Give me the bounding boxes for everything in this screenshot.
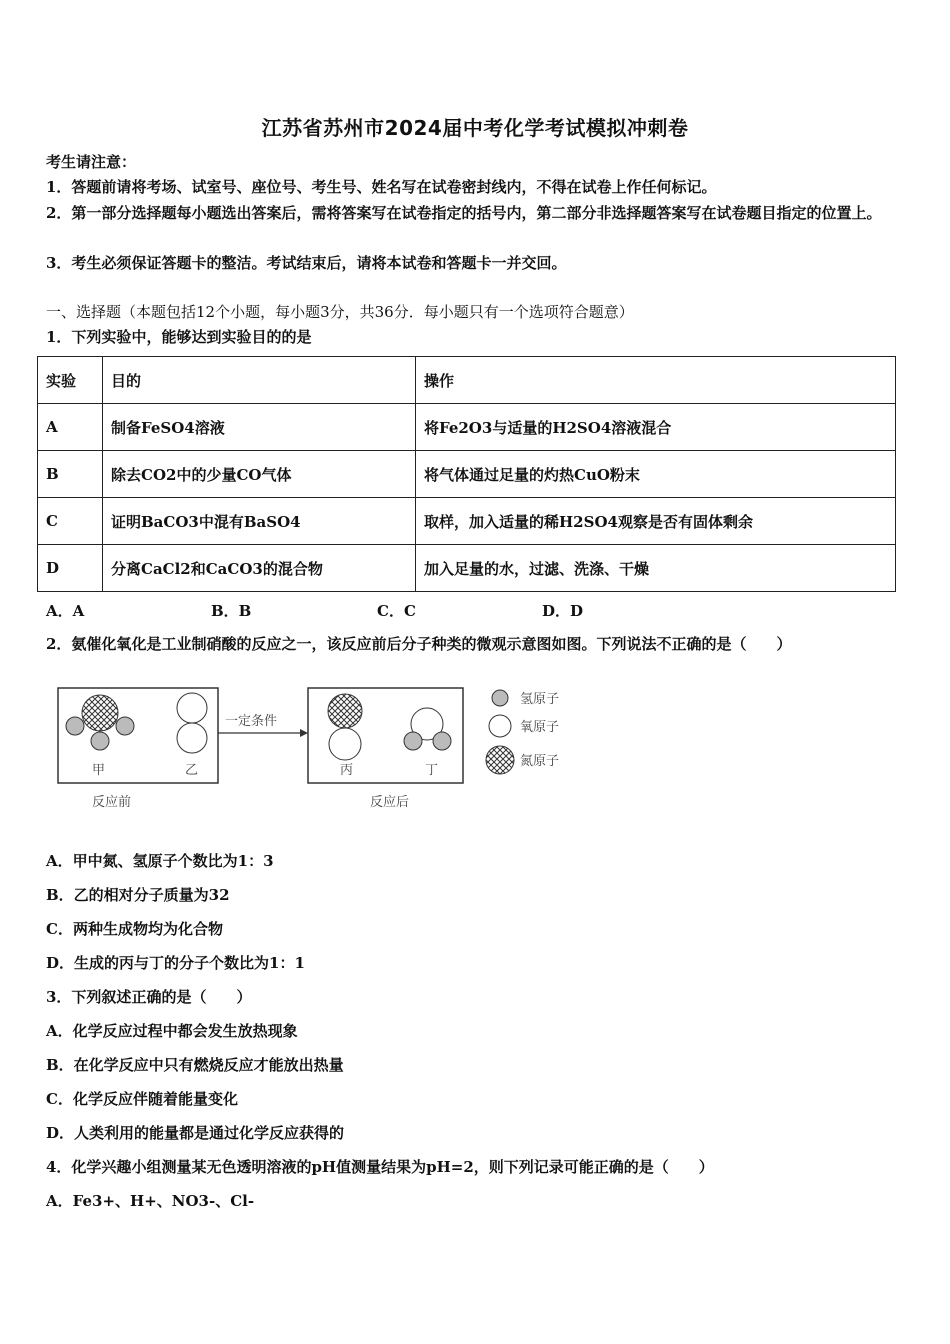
q4-option-a: A．Fe3+、H+、NO3-、Cl- <box>46 1192 255 1210</box>
notice-item-1: 1．答题前请将考场、试室号、座位号、考生号、姓名写在试卷密封线内，不得在试卷上作任何标记。 <box>46 178 717 196</box>
row-operation: 取样，加入适量的稀H2SO4观察是否有固体剩余 <box>416 498 896 545</box>
q3-option-c: C．化学反应伴随着能量变化 <box>46 1090 238 1108</box>
row-purpose: 证明BaCO3中混有BaSO4 <box>103 498 416 545</box>
nitrogen-atom-icon <box>82 695 118 731</box>
row-purpose: 除去CO2中的少量CO气体 <box>103 451 416 498</box>
label-yi: 乙 <box>185 763 199 778</box>
arrow-head-icon <box>300 729 308 737</box>
q2-option-d: D．生成的丙与丁的分子个数比为1：1 <box>46 954 305 972</box>
row-label: D <box>38 545 103 592</box>
header-cell: 操作 <box>416 357 896 404</box>
label-before: 反应前 <box>92 795 132 810</box>
notice-item-3: 3．考生必须保证答题卡的整洁。考试结束后，请将本试卷和答题卡一并交回。 <box>46 254 567 272</box>
q3-option-a: A．化学反应过程中都会发生放热现象 <box>46 1022 298 1040</box>
q1-option-c: C．C <box>377 602 416 620</box>
legend-oxygen: 氧原子 <box>520 720 560 735</box>
row-label: A <box>38 404 103 451</box>
table-row <box>38 404 896 451</box>
section-heading: 一、选择题（本题包括12个小题，每小题3分，共36分．每小题只有一个选项符合题意） <box>46 303 634 321</box>
hydrogen-atom-icon <box>91 732 109 750</box>
legend-hydrogen: 氢原子 <box>520 692 560 707</box>
row-operation: 将Fe2O3与适量的H2SO4溶液混合 <box>416 404 896 451</box>
oxygen-atom-icon <box>329 728 361 760</box>
legend-nitrogen-icon <box>486 746 514 774</box>
notice-item-2: 2．第一部分选择题每小题选出答案后，需将答案写在试卷指定的括号内，第二部分非选择题答案写在试卷题目指定的位置上。 <box>46 204 882 222</box>
oxygen-atom-icon <box>177 693 207 723</box>
row-label: B <box>38 451 103 498</box>
hydrogen-atom-icon <box>433 732 451 750</box>
q2-option-c: C．两种生成物均为化合物 <box>46 920 223 938</box>
legend-nitrogen: 氮原子 <box>520 754 560 769</box>
arrow-condition: 一定条件 <box>225 714 278 729</box>
q1-option-b: B．B <box>211 602 252 620</box>
row-operation: 加入足量的水，过滤、洗涤、干燥 <box>416 545 896 592</box>
row-purpose: 制备FeSO4溶液 <box>103 404 416 451</box>
q3-option-b: B．在化学反应中只有燃烧反应才能放出热量 <box>46 1056 344 1074</box>
q3-stem: 3．下列叙述正确的是（ ） <box>46 988 252 1006</box>
legend-hydrogen-icon <box>492 690 508 706</box>
legend-oxygen-icon <box>489 715 511 737</box>
reaction-diagram <box>50 678 590 818</box>
q1-stem: 1．下列实验中，能够达到实验目的的是 <box>46 328 312 346</box>
label-jia: 甲 <box>92 763 106 778</box>
page-title: 江苏省苏州市2024届中考化学考试模拟冲刺卷 <box>261 116 689 140</box>
q2-option-a: A．甲中氮、氢原子个数比为1：3 <box>46 852 274 870</box>
header-cell: 实验 <box>38 357 103 404</box>
table-row <box>38 498 896 545</box>
q2-option-b: B．乙的相对分子质量为32 <box>46 886 230 904</box>
row-label: C <box>38 498 103 545</box>
q2-stem: 2．氨催化氧化是工业制硝酸的反应之一，该反应前后分子种类的微观示意图如图。下列说法不正确的是（ ） <box>46 635 792 653</box>
hydrogen-atom-icon <box>116 717 134 735</box>
label-after: 反应后 <box>370 795 410 810</box>
q1-option-d: D．D <box>542 602 584 620</box>
q1-table <box>37 356 896 592</box>
oxygen-atom-icon <box>177 723 207 753</box>
label-bing: 丙 <box>340 763 354 778</box>
q3-option-d: D．人类利用的能量都是通过化学反应获得的 <box>46 1124 345 1142</box>
q4-stem: 4．化学兴趣小组测量某无色透明溶液的pH值测量结果为pH=2，则下列记录可能正确的是（ ） <box>46 1158 714 1176</box>
hydrogen-atom-icon <box>66 717 84 735</box>
table-row <box>38 545 896 592</box>
header-cell: 目的 <box>103 357 416 404</box>
row-operation: 将气体通过足量的灼热CuO粉末 <box>416 451 896 498</box>
table-row <box>38 451 896 498</box>
notice-heading: 考生请注意： <box>46 153 137 171</box>
row-purpose: 分离CaCl2和CaCO3的混合物 <box>103 545 416 592</box>
label-ding: 丁 <box>425 763 439 778</box>
q1-option-a: A．A <box>46 602 85 620</box>
hydrogen-atom-icon <box>404 732 422 750</box>
table-header-row <box>38 357 896 404</box>
nitrogen-atom-icon <box>328 694 362 728</box>
